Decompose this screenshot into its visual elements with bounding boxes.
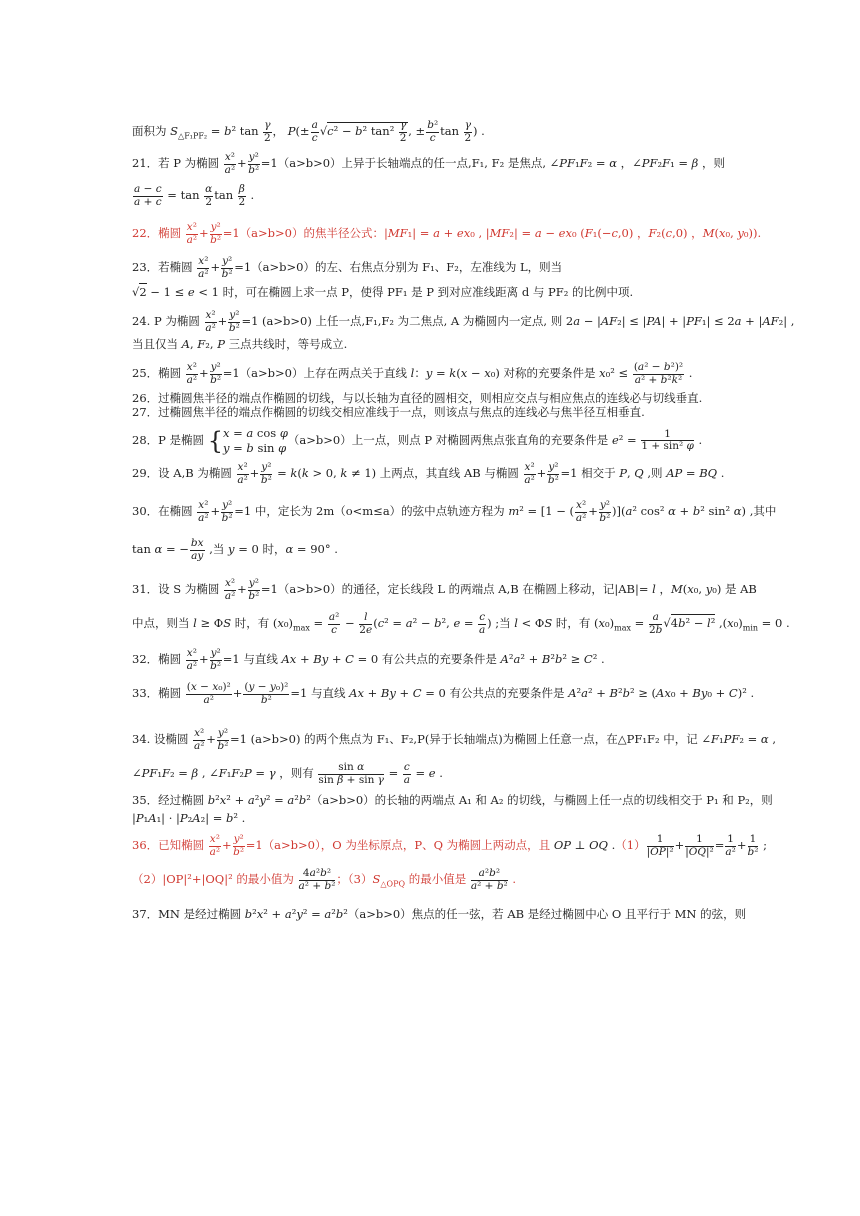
item-30-line1: 30．在椭圆 $\frac{\text{x²}}{\text{a²}}$ + $\frac{\text{y²}}{\text{b²}}$ =1 中，定长为 2m（o<m≤a）的弦中点轨迹方程为 m² = [1 − ( $\frac{\text{x²}}{\text{a²}}$ + $\frac{\text{y²}}{\text{b²}}$ )](a² cos² α + b² sin² α) ,其中 xyxy=(132,499,777,524)
item-29: 29．设 A,B 为椭圆 $\frac{\text{x²}}{\text{a²}}$ + $\frac{\text{y²}}{\text{b²}}$ = k(k > 0, k ≠ 1) 上两点，其直线 AB 与椭圆 $\frac{\text{x²}}{\text{a²}}$ + $\frac{\text{y²}}{\text{b²}}$ =1 相交于 P, Q ,则 AP = BQ . xyxy=(132,461,725,486)
item-22: 22．椭圆 $\frac{\text{x²}}{\text{a²}}$ + $\frac{\text{y²}}{\text{b²}}$ =1（a>b>0）的焦半径公式：|MF₁| = a + ex₀ , |MF₂| = a − ex₀ (F₁(−c,0) ，F₂(c,0) ，M(x₀, y₀)). xyxy=(132,221,762,246)
item-21-line2: $\frac{a - c}{a + c}$ = tan $\frac{\alpha}{2}$ tan $\frac{\beta}{2}$ . xyxy=(134,183,255,208)
item-23-line2: √2 − 1 ≤ e < 1 时，可在椭圆上求一点 P，使得 PF₁ 是 P 到对应准线距离 d 与 PF₂ 的比例中项. xyxy=(132,285,634,299)
line-area-formula: 面积为 $S_{\triangle F_1PF_2} = b^2$ tan $\frac{\gamma}{2}$ ， P(± $\frac{a}{c}$ √c² − b² tan² $\frac{\gamma}{2}$ , ± $\frac{\text{b²}}{c}$ tan $\frac{\gamma}{2}$ ) . xyxy=(132,119,485,144)
item-26: 26．过椭圆焦半径的端点作椭圆的切线，与以长轴为直径的圆相交，则相应交点与相应焦点的连线必与切线垂直. xyxy=(132,391,703,405)
item-21-line1: 21．若 P 为椭圆 $\frac{\text{x²}}{\text{a²}}$ + $\frac{\text{y²}}{\text{b²}}$ =1（a>b>0）上异于长轴端点的任一点,F₁, F₂ 是焦点, ∠PF₁F₂ = α ，∠PF₂F₁ = β ，则 xyxy=(132,151,725,176)
item-34-line1: 34. 设椭圆 $\frac{\text{x²}}{\text{a²}}$ + $\frac{\text{y²}}{\text{b²}}$ =1 (a>b>0) 的两个焦点为 F₁、F₂,P(异于长轴端点)为椭圆上任意一点，在△PF₁F₂ 中，记 ∠F₁PF₂ = α , xyxy=(132,727,776,752)
item-36-line1: 36．已知椭圆 $\frac{\text{x²}}{\text{a²}}$ + $\frac{\text{y²}}{\text{b²}}$ =1（a>b>0），O 为坐标原点，P、Q 为椭圆上两动点，且 OP ⊥ OQ .（1） $\frac{1}{\text{|OP|²}}$ + $\frac{1}{\text{|OQ|²}}$ = $\frac{1}{\text{a²}}$ + $\frac{1}{\text{b²}}$ ; xyxy=(132,833,768,858)
item-28: 28．P 是椭圆 { x = a cos φ y = b sin φ （a>b>0）上一点，则点 P 对椭圆两焦点张直角的充要条件是 e² = $\frac{1}{\text{1 + sin² φ}}$ . xyxy=(132,426,703,455)
item-25: 25．椭圆 $\frac{\text{x²}}{\text{a²}}$ + $\frac{\text{y²}}{\text{b²}}$ =1（a>b>0）上存在两点关于直线 l：y = k(x − x₀) 对称的充要条件是 x₀² ≤ $\frac{\text{(a² − b²)²}}{\text{a² + b²k²}}$ . xyxy=(132,361,693,386)
item-24-line2: 当且仅当 A, F₂, P 三点共线时，等号成立. xyxy=(132,337,348,351)
item-36-line2: （2）|OP|²+|OQ|² 的最小值为 $\frac{\text{4a²b²}}{\text{a² + b²}}$ ；$(3)S_{\triangle OPQ}$ 的最小值是 $\frac{\text{a²b²}}{\text{a² + b²}}$ . xyxy=(132,867,517,892)
item-35-line1: 35．经过椭圆 b²x² + a²y² = a²b²（a>b>0）的长轴的两端点 A₁ 和 A₂ 的切线，与椭圆上任一点的切线相交于 P₁ 和 P₂，则 xyxy=(132,793,773,807)
item-27: 27．过椭圆焦半径的端点作椭圆的切线交相应准线于一点，则该点与焦点的连线必与焦半径互相垂直. xyxy=(132,405,645,419)
item-31-line2: 中点，则当 l ≥ ΦS 时，有 $(x_0)_{max}$ = $\frac{\text{a²}}{c}$ − $\frac{l}{2e}$ (c² = a² − b², e = $\frac{c}{a}$ ) ;当 l < ΦS 时，有 $(x_0)_{max}$ = $\frac{a}{2b}$ √4b² − l² $,(x_0)_{min} = 0$ . xyxy=(132,611,790,636)
item-33: 33．椭圆 $\frac{\text{(x − x₀)²}}{\text{a²}}$ + $\frac{\text{(y − y₀)²}}{\text{b²}}$ =1 与直线 Ax + By + C = 0 有公共点的充要条件是 A²a² + B²b² ≥ (Ax₀ + By₀ + C)² . xyxy=(132,681,755,706)
item-34-line2: ∠PF₁F₂ = β , ∠F₁F₂P = γ ，则有 $\frac{\text{sin α}}{\text{sin β + sin γ}}$ = $\frac{c}{a}$ = e . xyxy=(132,761,443,786)
item-31-line1: 31．设 S 为椭圆 $\frac{\text{x²}}{\text{a²}}$ + $\frac{\text{y²}}{\text{b²}}$ =1（a>b>0）的通径，定长线段 L 的两端点 A,B 在椭圆上移动，记|AB|= l ，M(x₀, y₀) 是 AB xyxy=(132,577,757,602)
item-32: 32．椭圆 $\frac{\text{x²}}{\text{a²}}$ + $\frac{\text{y²}}{\text{b²}}$ =1 与直线 Ax + By + C = 0 有公共点的充要条件是 A²a² + B²b² ≥ C² . xyxy=(132,647,605,672)
item-23-line1: 23．若椭圆 $\frac{\text{x²}}{\text{a²}}$ + $\frac{\text{y²}}{\text{b²}}$ =1（a>b>0）的左、右焦点分别为 F₁、F₂，左准线为 L，则当 xyxy=(132,255,563,280)
item-30-line2: tan α = − $\frac{bx}{ay}$ ,当 y = 0 时，α = 90° . xyxy=(132,537,338,562)
item-24-line1: 24. P 为椭圆 $\frac{\text{x²}}{\text{a²}}$ + $\frac{\text{y²}}{\text{b²}}$ =1 (a>b>0) 上任一点,F₁,F₂ 为二焦点, A 为椭圆内一定点, 则 2a − |AF₂| ≤ |PA| + |PF₁| ≤ 2a + |AF₂| , xyxy=(132,309,795,334)
item-35-line2: |P₁A₁| · |P₂A₂| = b² . xyxy=(132,811,246,825)
item-37: 37．MN 是经过椭圆 b²x² + a²y² = a²b²（a>b>0）焦点的任一弦，若 AB 是经过椭圆中心 O 且平行于 MN 的弦，则 xyxy=(132,907,747,921)
